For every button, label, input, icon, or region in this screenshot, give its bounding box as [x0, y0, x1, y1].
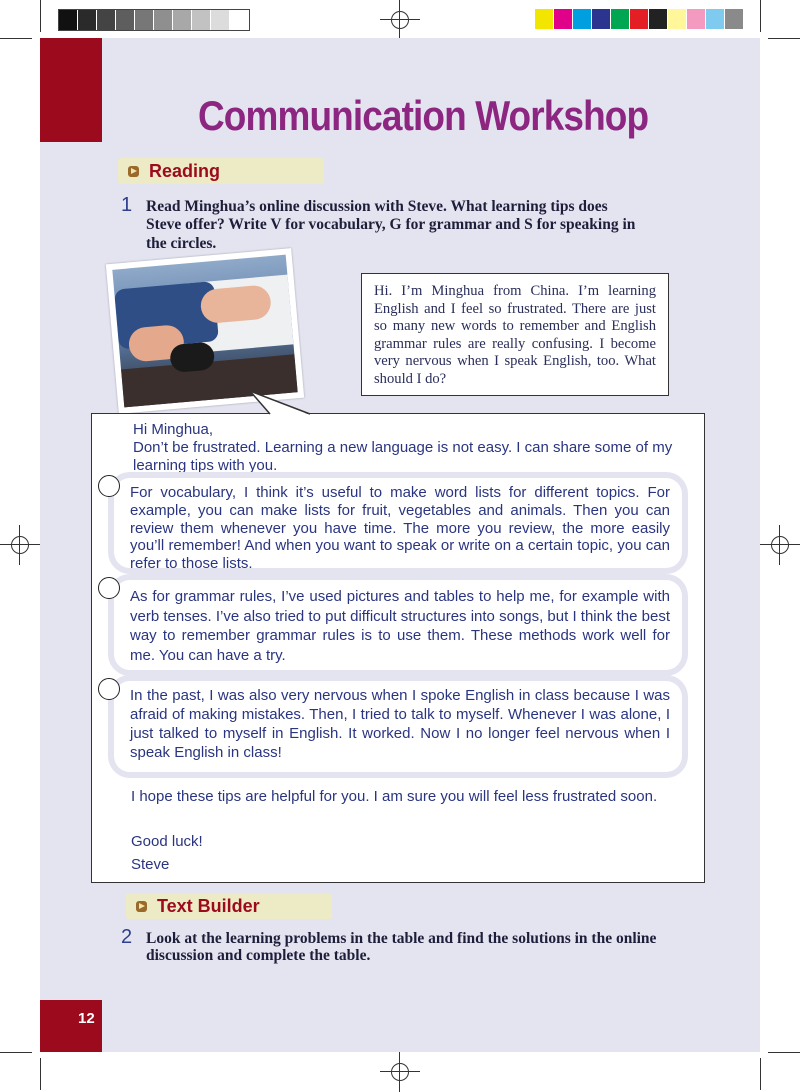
speech-tail	[240, 385, 320, 417]
tip-card	[114, 580, 682, 670]
color-swatch	[535, 9, 554, 29]
answer-circle[interactable]	[98, 678, 120, 700]
registration-mark-left	[0, 525, 40, 565]
question-instruction-line: the circles.	[146, 235, 217, 252]
question-instruction-line: Look at the learning problems in the table and find the solutions in the online	[146, 930, 657, 947]
letter-sign-off: Good luck!	[131, 833, 203, 850]
registration-mark-bottom	[380, 1052, 420, 1092]
section-label: Text Builder	[157, 895, 260, 916]
letter-signature: Steve	[131, 856, 170, 873]
question-instruction-line: Steve offer? Write V for vocabulary, G for grammar and S for speaking in	[146, 216, 636, 233]
color-swatch	[668, 9, 687, 29]
minghua-post-text: Hi. I’m Minghua from China. I’m learning English and I feel so frustrated. There are just so many new words to remember and English grammar rules are really confusing. I become very nervous when I speak English, too. What should I do?	[374, 283, 656, 387]
minghua-post	[361, 273, 669, 396]
play-square-icon	[136, 901, 147, 912]
tip-text: For vocabulary, I think it’s useful to make word lists for different topics. For example, you can make lists for fruit, vegetables and animals. Then you can review them whenever you have time. The more you review, the more easily you’ll remember! And when you want to speak or write on a certain topic, you can refer to those lists.	[130, 484, 670, 573]
answer-circle[interactable]	[98, 475, 120, 497]
question-instruction-line: discussion and complete the table.	[146, 947, 371, 964]
gray-swatch	[59, 10, 78, 30]
play-square-icon	[128, 166, 139, 177]
gray-calibration-strip	[58, 9, 250, 31]
tip-card	[114, 478, 682, 573]
letter-closing: I hope these tips are helpful for you. I am sure you will feel less frustrated soon.	[131, 788, 658, 805]
gray-swatch	[192, 10, 211, 30]
page-number: 12	[78, 1010, 95, 1027]
question-number: 1	[121, 194, 133, 216]
gray-swatch	[135, 10, 154, 30]
color-swatch	[630, 9, 649, 29]
color-swatch	[649, 9, 668, 29]
tip-card	[114, 681, 682, 772]
tip-text: In the past, I was also very nervous when I spoke English in class because I was afraid of making mistakes. Then, I tried to talk to myself. Whenever I was alone, I just talked to myself in English. It worked. Now I no longer feel nervous when I speak English in class!	[130, 687, 670, 761]
header-red-block	[40, 38, 102, 142]
letter-intro: Don’t be frustrated. Learning a new language is not easy. I can share some of my learning tips with you.	[133, 439, 673, 474]
gray-swatch	[154, 10, 173, 30]
crop-mark	[760, 1058, 761, 1090]
color-swatch	[725, 9, 744, 29]
question-number: 2	[121, 926, 133, 948]
gray-swatch	[173, 10, 192, 30]
crop-mark	[768, 1052, 800, 1053]
gray-swatch	[230, 10, 249, 30]
question-instruction-line: Read Minghua’s online discussion with Steve. What learning tips does	[146, 198, 608, 215]
crop-mark	[0, 1052, 32, 1053]
color-swatch	[592, 9, 611, 29]
gray-swatch	[116, 10, 135, 30]
crop-mark	[40, 0, 41, 32]
crop-mark	[40, 1058, 41, 1090]
page-title: Communication Workshop	[198, 92, 649, 139]
crop-mark	[0, 38, 32, 39]
crop-mark	[760, 0, 761, 32]
color-calibration-strip	[535, 9, 744, 29]
letter-greeting: Hi Minghua,	[133, 421, 214, 438]
section-label: Reading	[149, 160, 221, 181]
color-swatch	[573, 9, 592, 29]
reading-section-header	[118, 158, 324, 184]
color-swatch	[687, 9, 706, 29]
color-swatch	[611, 9, 630, 29]
text-builder-section-header	[126, 893, 332, 919]
gray-swatch	[211, 10, 230, 30]
tip-text: As for grammar rules, I’ve used pictures and tables to help me, for example with verb tenses. I’ve also tried to put difficult structures into songs, but I think the best way to remember grammar rules is to use them. These methods work well for me. You can have a try.	[130, 588, 671, 664]
registration-mark-right	[760, 525, 800, 565]
color-swatch	[706, 9, 725, 29]
registration-mark-top	[380, 0, 420, 40]
color-swatch	[554, 9, 573, 29]
gray-swatch	[97, 10, 116, 30]
gray-swatch	[78, 10, 97, 30]
crop-mark	[768, 38, 800, 39]
answer-circle[interactable]	[98, 577, 120, 599]
